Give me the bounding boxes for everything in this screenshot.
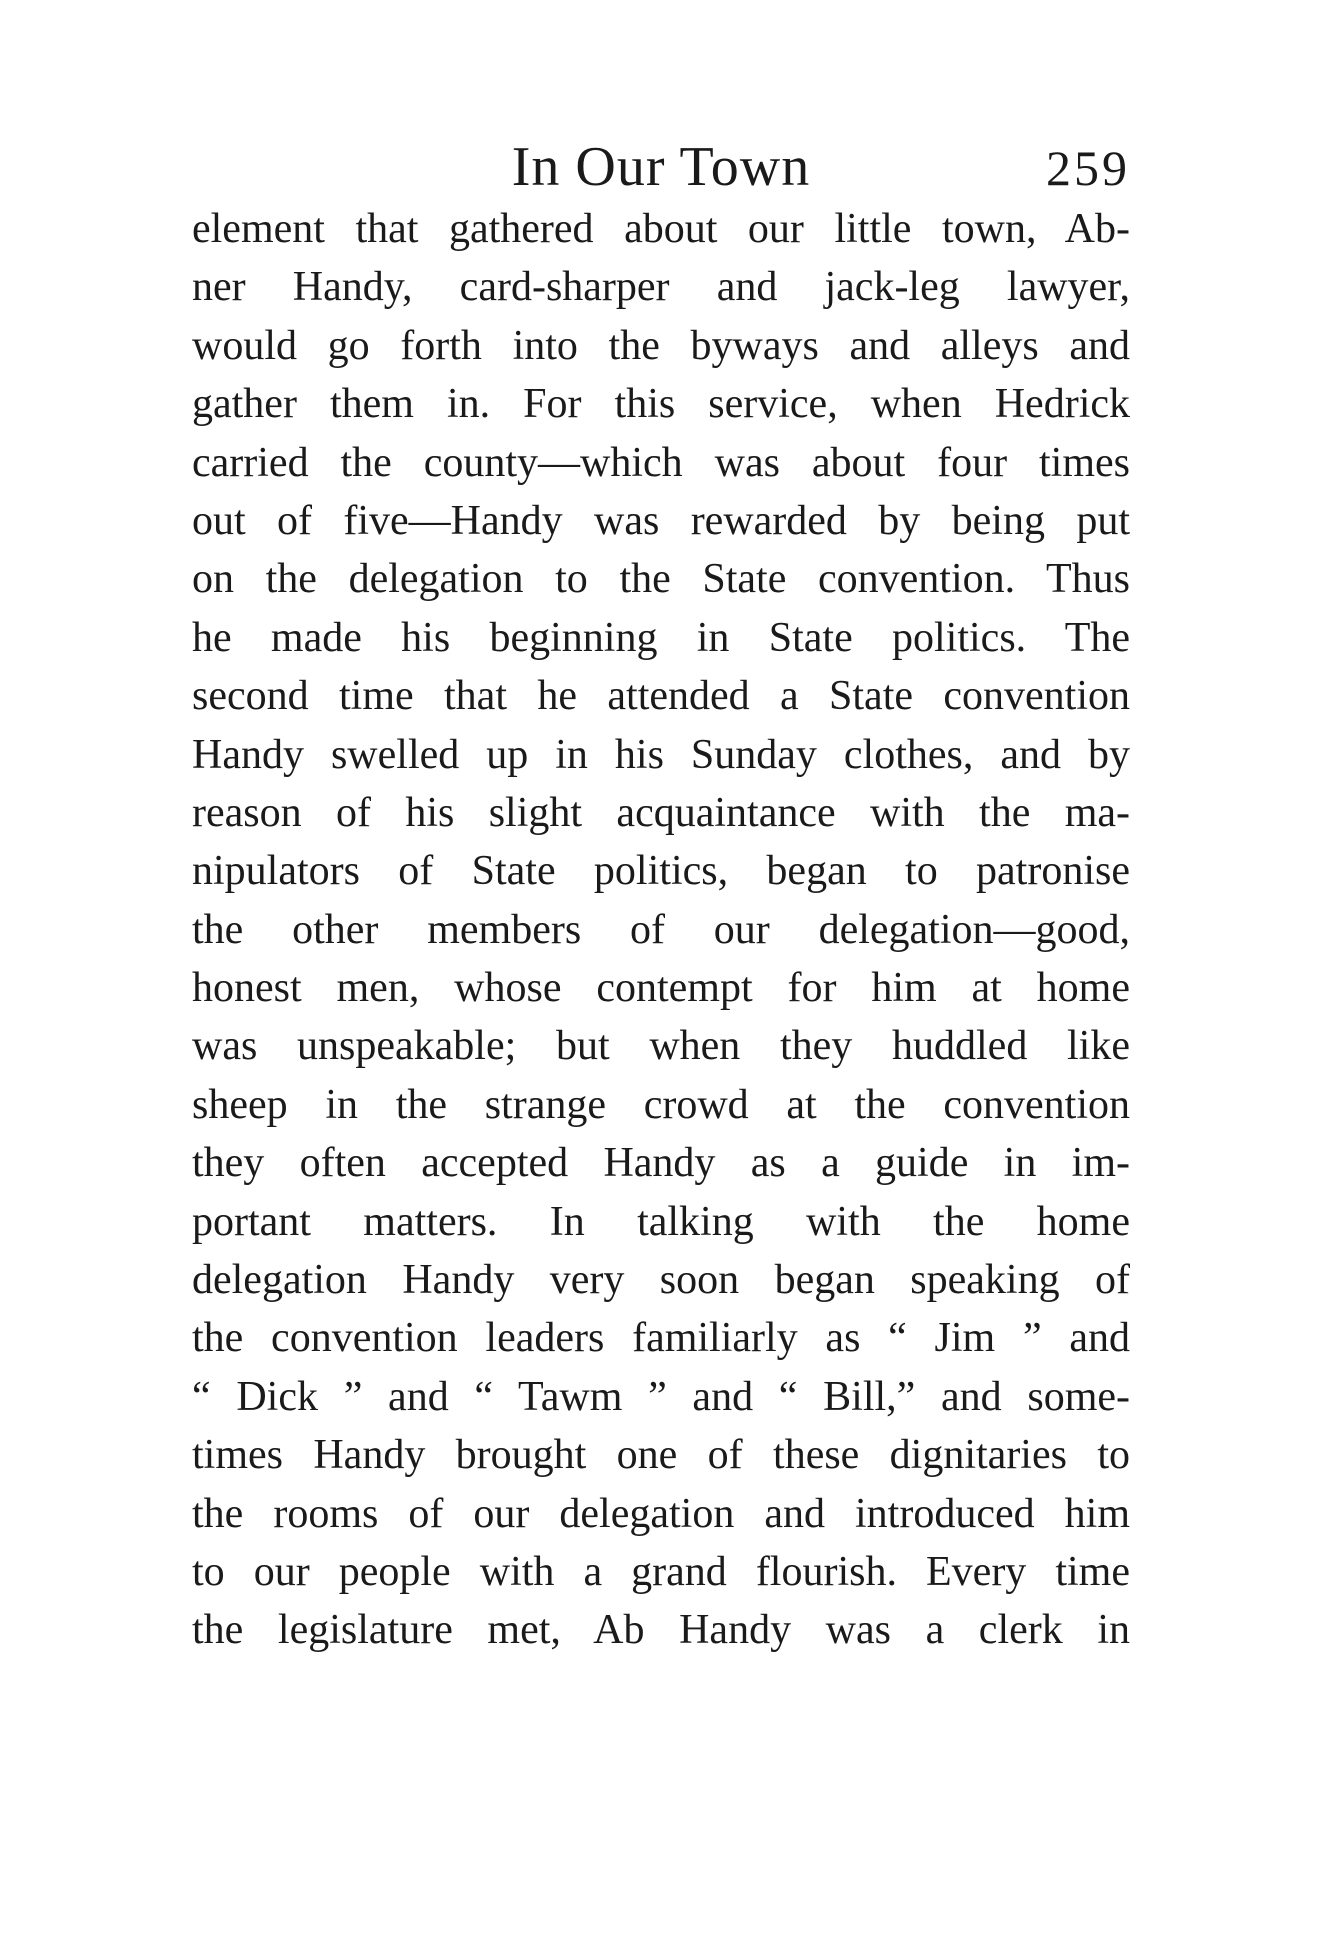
text-line: he made his beginning in State politics. The (192, 614, 1130, 661)
running-title: In Our Town (511, 136, 811, 198)
text-line: the rooms of our delegation and introduced him (192, 1490, 1130, 1537)
text-line: honest men, whose contempt for him at home (192, 965, 1130, 1012)
text-line: to our people with a grand flourish. Every time (192, 1548, 1130, 1595)
text-line: gather them in. For this service, when Hedrick (192, 381, 1130, 428)
text-line: second time that he attended a State convention (192, 673, 1130, 720)
text-line: the convention leaders familiarly as “ Jim ” and (192, 1315, 1130, 1362)
text-line: delegation Handy very soon began speaking of (192, 1257, 1130, 1304)
text-line: nipulators of State politics, began to patronise (192, 848, 1130, 895)
running-head (192, 132, 1130, 202)
text-line: portant matters. In talking with the home (192, 1198, 1130, 1245)
text-line: times Handy brought one of these dignitaries to (192, 1432, 1130, 1479)
text-line: reason of his slight acquaintance with the ma- (192, 789, 1130, 836)
text-line: the other members of our delegation—good, (192, 906, 1130, 953)
text-line: on the delegation to the State convention. Thus (192, 556, 1130, 603)
text-line: would go forth into the byways and alleys and (192, 322, 1130, 369)
text-line: ner Handy, card-sharper and jack-leg lawyer, (192, 264, 1130, 311)
text-line: element that gathered about our little town, Ab- (192, 206, 1130, 252)
text-line: Handy swelled up in his Sunday clothes, and by (192, 731, 1130, 778)
page-number: 259 (1046, 140, 1130, 196)
text-line: they often accepted Handy as a guide in im- (192, 1140, 1130, 1187)
text-line: carried the county—which was about four times (192, 439, 1130, 486)
body-text (192, 200, 1130, 1660)
text-line: sheep in the strange crowd at the convention (192, 1081, 1130, 1128)
text-line: was unspeakable; but when they huddled like (192, 1023, 1130, 1070)
text-line: the legislature met, Ab Handy was a clerk in (192, 1607, 1130, 1654)
text-line: “ Dick ” and “ Tawm ” and “ Bill,” and some- (192, 1373, 1130, 1420)
text-line: out of five—Handy was rewarded by being put (192, 497, 1130, 544)
